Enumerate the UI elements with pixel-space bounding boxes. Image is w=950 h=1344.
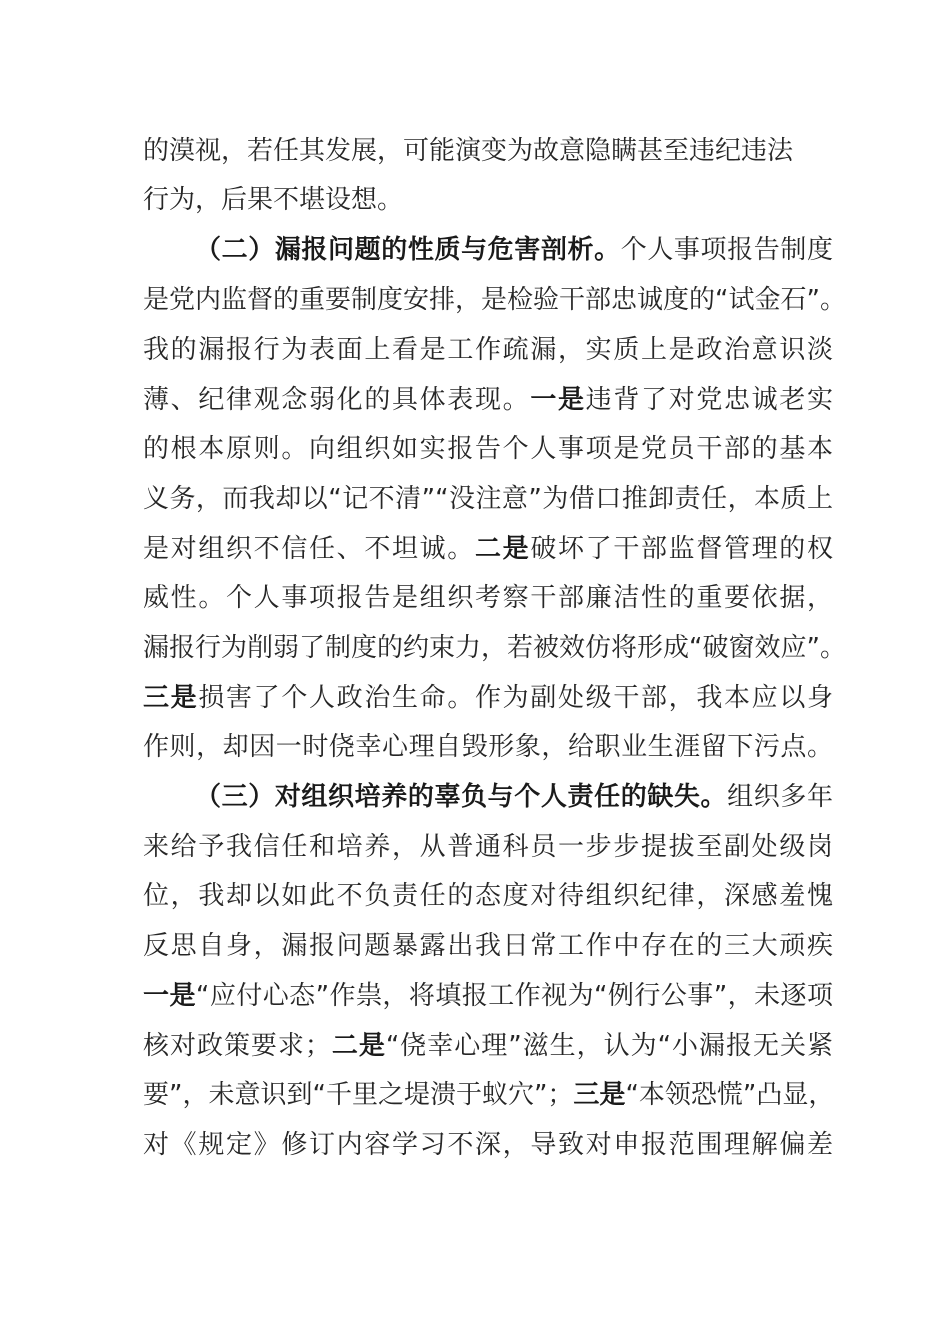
text-line: 薄、纪律观念弱化的具体表现。一是违背了对党忠诚老实 [143,385,833,415]
text-line: 作则，却因一时侥幸心理自毁形象，给职业生涯留下污点。 [143,732,833,762]
text-line: 漏报行为削弱了制度的约束力，若被效仿将形成“破窗效应”。 [143,633,846,663]
text-line: 位，我却以如此不负责任的态度对待组织纪律，深感羞愧 [143,881,833,911]
section-heading: （三）对组织培养的辜负与个人责任的缺失。 [195,782,728,812]
text-line: 是对组织不信任、不坦诚。二是破坏了干部监督管理的权 [143,534,833,564]
text-line: 义务，而我却以“记不清”“没注意”为借口推卸责任，本质上 [143,484,833,514]
text-line: 是党内监督的重要制度安排，是检验干部忠诚度的“试金石”。 [143,285,846,315]
text-line: （二）漏报问题的性质与危害剖析。个人事项报告制度 [195,235,833,265]
text-line: 核对政策要求；二是“侥幸心理”滋生，认为“小漏报无关紧 [143,1031,833,1061]
section-heading: （二）漏报问题的性质与危害剖析。 [195,235,621,265]
text-line: 来给予我信任和培养，从普通科员一步步提拔至副处级岗 [143,832,833,862]
text-line: 的根本原则。向组织如实报告个人事项是党员干部的基本 [143,434,833,464]
text-line: 威性。个人事项报告是组织考察干部廉洁性的重要依据， [143,583,833,613]
text-line: 对《规定》修订内容学习不深，导致对申报范围理解偏差 [143,1130,833,1160]
text-line: 反思自身，漏报问题暴露出我日常工作中存在的三大顽疾 [143,931,833,961]
text-line: 要”，未意识到“千里之堤溃于蚁穴”；三是“本领恐慌”凸显， [143,1080,835,1110]
text-line: 行为，后果不堪设想。 [143,185,404,215]
text-line: 我的漏报行为表面上看是工作疏漏，实质上是政治意识淡 [143,335,833,365]
text-line: （三）对组织培养的辜负与个人责任的缺失。组织多年 [195,782,833,812]
text-line: 的漠视，若任其发展，可能演变为故意隐瞒甚至违纪违法 [143,136,794,166]
text-line: 三是损害了个人政治生命。作为副处级干部，我本应以身 [143,683,833,713]
text-line: 一是“应付心态”作祟，将填报工作视为“例行公事”，未逐项 [143,981,833,1011]
